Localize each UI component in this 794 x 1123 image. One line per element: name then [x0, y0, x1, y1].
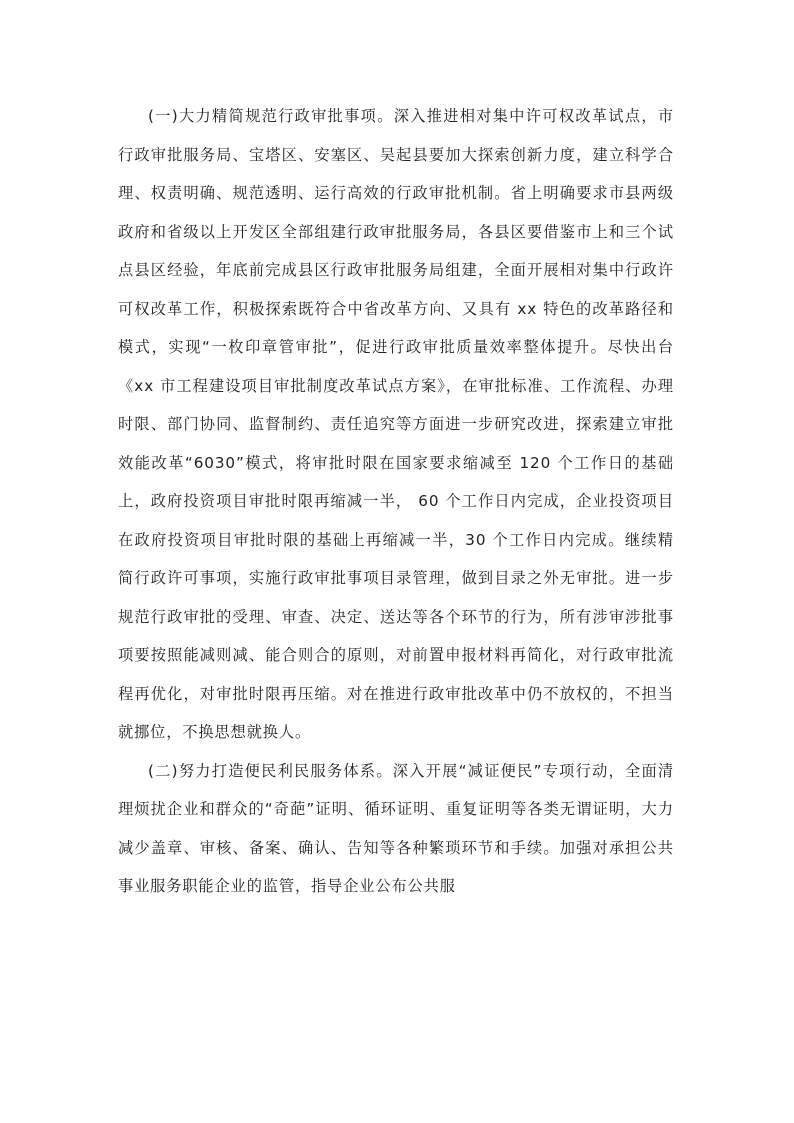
- document-body: [118, 97, 674, 906]
- paragraph-administrative-approval: (一)大力精简规范行政审批事项。深入推进相对集中许可权改革试点，市行政审批服务局、宝塔区、安塞区、吴起县要加大探索创新力度，建立科学合理、权责明确、规范透明、运行高效的行政审批机制。省上明确要求市县两级政府和省级以上开发区全部组建行政审批服务局，各县区要借鉴市上和三个试点县区经验，年底前完成县区行政审批服务局组建，全面开展相对集中行政许可权改革工作，积极探索既符合中省改革方向、又具有 xx 特色的改革路径和模式，实现“一枚印章管审批”，促进行政审批质量效率整体提升。尽快出台《xx 市工程建设项目审批制度改革试点方案》，在审批标准、工作流程、办理时限、部门协同、监督制约、责任追究等方面进一步研究改进，探索建立审批效能改革“6030”模式，将审批时限在国家要求缩减至 120 个工作日的基础上，政府投资项目审批时限再缩减一半， 60 个工作日内完成，企业投资项目在政府投资项目审批时限的基础上再缩减一半，30 个工作日内完成。继续精简行政许可事项，实施行政审批事项目录管理，做到目录之外无审批。进一步规范行政审批的受理、审查、决定、送达等各个环节的行为，所有涉审涉批事项要按照能减则减、能合则合的原则，对前置申报材料再简化，对行政审批流程再优化，对审批时限再压缩。对在推进行政审批改革中仍不放权的，不担当就挪位，不换思想就换人。: [118, 107, 674, 741]
- paragraph-convenience-service: (二)努力打造便民利民服务体系。深入开展“减证便民”专项行动，全面清理烦扰企业和群众的“奇葩”证明、循环证明、重复证明等各类无谓证明，大力减少盖章、审核、备案、确认、告知等各种繁琐环节和手续。加强对承担公共事业服务职能企业的监管，指导企业公布公共服: [118, 761, 674, 895]
